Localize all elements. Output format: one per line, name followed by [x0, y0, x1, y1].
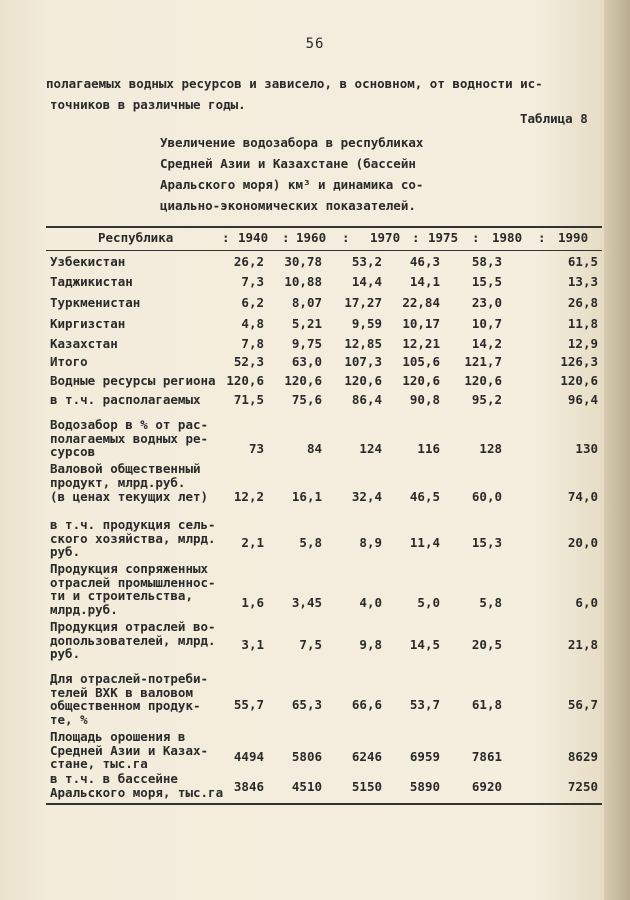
- cell-value: 7250: [567, 779, 598, 794]
- cell-value: 5150: [351, 779, 382, 794]
- cell-value: 7,8: [241, 336, 264, 351]
- cell-value: 6,0: [575, 595, 598, 610]
- cell-value: 14,5: [409, 637, 440, 652]
- cell-value: 73: [248, 441, 264, 456]
- cell-value: 5,21: [291, 316, 322, 331]
- cell-value: 46,3: [409, 254, 440, 269]
- cell-value: 66,6: [351, 697, 382, 712]
- cell-value: 10,7: [471, 316, 502, 331]
- cell-value: 5,8: [299, 535, 322, 550]
- cell-value: 58,3: [471, 254, 502, 269]
- intro-paragraph: [46, 73, 596, 115]
- row-label: Валовой общественный продукт, млрд.руб.: [50, 461, 201, 490]
- cell-value: 8,9: [359, 535, 382, 550]
- cell-value: 32,4: [351, 489, 382, 504]
- row-label: Водные ресурсы региона: [50, 373, 216, 388]
- cell-value: 130: [575, 441, 598, 456]
- cell-value: 120,6: [344, 373, 382, 388]
- header-year: 1960: [296, 230, 327, 245]
- cell-value: 86,4: [351, 392, 382, 407]
- row-label: Площадь орошения в Средней Азии и Казах- стане, тыс.га: [50, 729, 209, 771]
- cell-value: 12,2: [233, 489, 264, 504]
- cell-value: 14,1: [409, 274, 440, 289]
- row-label: Узбекистан: [50, 254, 126, 269]
- cell-value: 21,8: [567, 637, 598, 652]
- intro-line-1: полагаемых водных ресурсов и зависело, в основном, от водности ис-: [46, 76, 543, 91]
- cell-value: 5,0: [417, 595, 440, 610]
- table-label: Таблица 8: [520, 111, 588, 126]
- cell-value: 6920: [471, 779, 502, 794]
- cell-value: 6959: [409, 749, 440, 764]
- row-label: в т.ч. продукция сель- ского хозяйства, млрд. руб.: [50, 517, 216, 559]
- cell-value: 7,5: [299, 637, 322, 652]
- cell-value: 1,6: [241, 595, 264, 610]
- cell-value: 4,8: [241, 316, 264, 331]
- cell-value: 4,0: [359, 595, 382, 610]
- cell-value: 12,85: [344, 336, 382, 351]
- cell-value: 124: [359, 441, 382, 456]
- cell-value: 8,07: [291, 295, 322, 310]
- cell-value: 15,3: [471, 535, 502, 550]
- row-label: в т.ч. в бассейне Аральского моря, тыс.га: [50, 771, 224, 800]
- header-year: 1970: [370, 230, 401, 245]
- cell-value: 5890: [409, 779, 440, 794]
- cell-value: 12,9: [567, 336, 598, 351]
- cell-value: 63,0: [291, 354, 322, 369]
- cell-value: 71,5: [233, 392, 264, 407]
- header-sep: :: [342, 230, 350, 245]
- header-year: 1980: [492, 230, 523, 245]
- cell-value: 26,2: [233, 254, 264, 269]
- cell-value: 10,17: [402, 316, 440, 331]
- page-number: 56: [305, 36, 325, 52]
- row-label: Итого: [50, 354, 88, 369]
- cell-value: 116: [417, 441, 440, 456]
- cell-value: 120,6: [464, 373, 502, 388]
- cell-value: 53,2: [351, 254, 382, 269]
- cell-value: 17,27: [344, 295, 382, 310]
- row-label: в т.ч. располагаемых: [50, 392, 201, 407]
- table-top-rule: [46, 226, 602, 228]
- cell-value: 120,6: [284, 373, 322, 388]
- cell-value: 121,7: [464, 354, 502, 369]
- cell-value: 4510: [291, 779, 322, 794]
- cell-value: 56,7: [567, 697, 598, 712]
- table-header-rule: [46, 250, 602, 251]
- intro-line-2: точников в различные годы.: [50, 97, 246, 112]
- row-label: Таджикистан: [50, 274, 133, 289]
- cell-value: 53,7: [409, 697, 440, 712]
- cell-value: 7,3: [241, 274, 264, 289]
- header-sep: :: [282, 230, 290, 245]
- row-label: Продукция отраслей во- допользователей, млрд. руб.: [50, 619, 216, 661]
- cell-value: 3846: [233, 779, 264, 794]
- header-year: 1990: [558, 230, 589, 245]
- cell-value: 120,6: [226, 373, 264, 388]
- cell-value: 30,78: [284, 254, 322, 269]
- row-label: Продукция сопряженных отраслей промышленнос- ти и строительства, млрд.руб.: [50, 561, 216, 617]
- cell-value: 9,59: [351, 316, 382, 331]
- cell-value: 105,6: [402, 354, 440, 369]
- table-bottom-rule: [46, 803, 602, 805]
- table-header: [46, 230, 602, 248]
- header-year: 1940: [238, 230, 269, 245]
- cell-value: 95,2: [471, 392, 502, 407]
- cell-value: 65,3: [291, 697, 322, 712]
- cell-value: 3,1: [241, 637, 264, 652]
- cell-value: 126,3: [560, 354, 598, 369]
- row-label: Туркменистан: [50, 295, 141, 310]
- page-edge: [604, 0, 630, 900]
- cell-value: 61,5: [567, 254, 598, 269]
- cell-value: 3,45: [291, 595, 322, 610]
- cell-value: 55,7: [233, 697, 264, 712]
- cell-value: 4494: [233, 749, 264, 764]
- header-sep: :: [412, 230, 420, 245]
- cell-value: 90,8: [409, 392, 440, 407]
- cell-value: 14,2: [471, 336, 502, 351]
- header-republic: Республика: [98, 230, 174, 245]
- cell-value: 61,8: [471, 697, 502, 712]
- cell-value: 14,4: [351, 274, 382, 289]
- header-year: 1975: [428, 230, 459, 245]
- cell-value: 75,6: [291, 392, 322, 407]
- cell-value: 9,8: [359, 637, 382, 652]
- cell-value: 74,0: [567, 489, 598, 504]
- row-label: (в ценах текущих лет): [50, 489, 209, 504]
- cell-value: 52,3: [233, 354, 264, 369]
- cell-value: 13,3: [567, 274, 598, 289]
- cell-value: 128: [479, 441, 502, 456]
- cell-value: 20,0: [567, 535, 598, 550]
- cell-value: 23,0: [471, 295, 502, 310]
- cell-value: 107,3: [344, 354, 382, 369]
- cell-value: 60,0: [471, 489, 502, 504]
- cell-value: 7861: [471, 749, 502, 764]
- table-caption: Увеличение водозабора в республиках Средней Азии и Казахстане (бассейн Аральского моря) км³ и динамика со- циально-экономических показателей.: [160, 135, 424, 213]
- cell-value: 8629: [567, 749, 598, 764]
- cell-value: 22,84: [402, 295, 440, 310]
- row-label: Киргизстан: [50, 316, 126, 331]
- row-label: Водозабор в % от рас- полагаемых водных ре- сурсов: [50, 417, 209, 459]
- cell-value: 5,8: [479, 595, 502, 610]
- cell-value: 16,1: [291, 489, 322, 504]
- header-sep: :: [472, 230, 480, 245]
- cell-value: 11,8: [567, 316, 598, 331]
- cell-value: 2,1: [241, 535, 264, 550]
- cell-value: 12,21: [402, 336, 440, 351]
- cell-value: 120,6: [402, 373, 440, 388]
- cell-value: 84: [306, 441, 322, 456]
- cell-value: 6,2: [241, 295, 264, 310]
- cell-value: 11,4: [409, 535, 440, 550]
- row-label: Казахстан: [50, 336, 118, 351]
- row-label: Для отраслей-потреби- телей ВХК в валовом общественном продук- те, %: [50, 671, 209, 727]
- cell-value: 26,8: [567, 295, 598, 310]
- cell-value: 15,5: [471, 274, 502, 289]
- cell-value: 5806: [291, 749, 322, 764]
- cell-value: 9,75: [291, 336, 322, 351]
- header-sep: :: [538, 230, 546, 245]
- cell-value: 20,5: [471, 637, 502, 652]
- cell-value: 96,4: [567, 392, 598, 407]
- cell-value: 6246: [351, 749, 382, 764]
- header-sep: :: [222, 230, 230, 245]
- cell-value: 120,6: [560, 373, 598, 388]
- cell-value: 10,88: [284, 274, 322, 289]
- cell-value: 46,5: [409, 489, 440, 504]
